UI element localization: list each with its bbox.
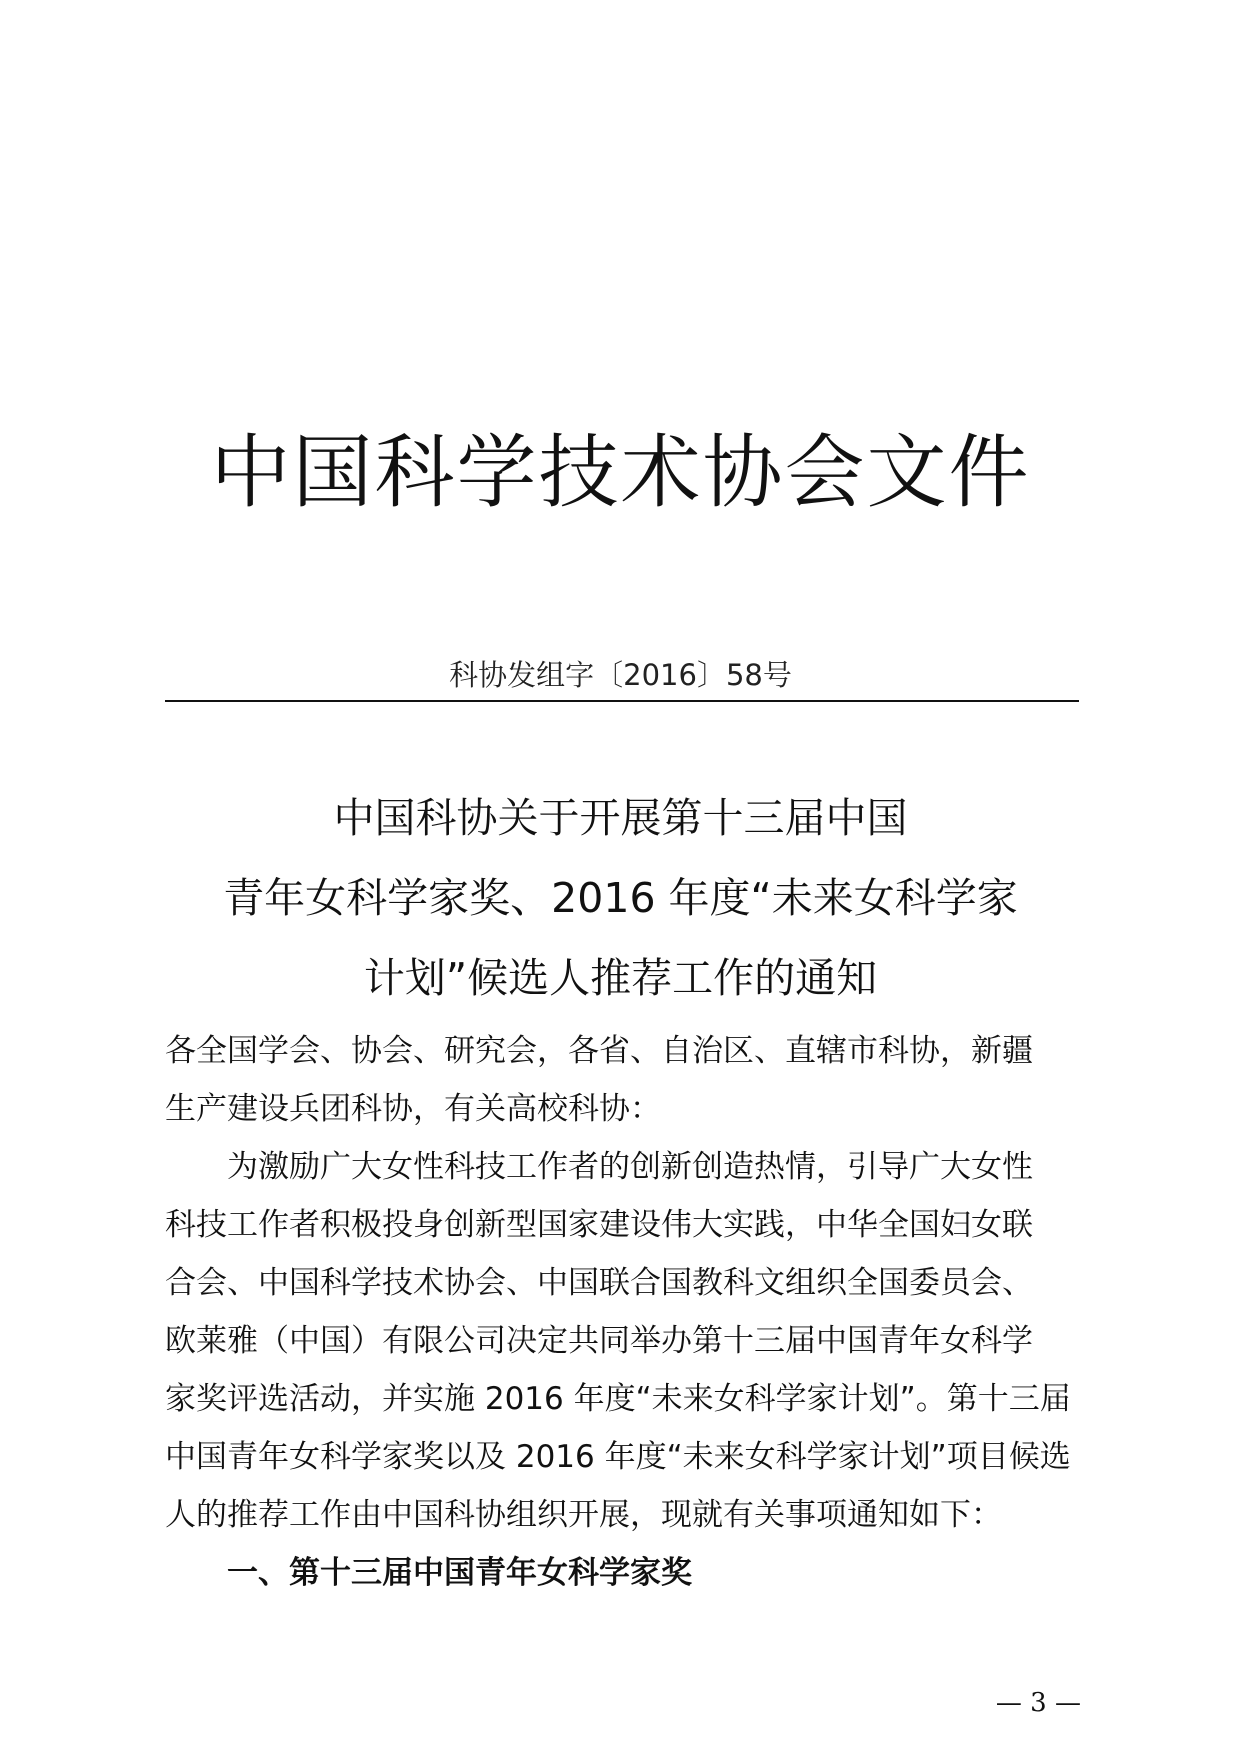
document-header-title: 中国科学技术协会文件 xyxy=(210,426,1031,519)
paragraph-line: 欧莱雅（中国）有限公司决定共同举办第十三届中国青年女科学 xyxy=(165,1323,1033,1359)
section-heading: 一、第十三届中国青年女科学家奖 xyxy=(227,1555,692,1591)
document-number: 科协发组字〔2016〕58号 xyxy=(449,658,792,692)
paragraph-line: 科技工作者积极投身创新型国家建设伟大实践，中华全国妇女联 xyxy=(165,1207,1033,1243)
paragraph-line: 合会、中国科学技术协会、中国联合国教科文组织全国委员会、 xyxy=(165,1265,1033,1301)
paragraph-line: 人的推荐工作由中国科协组织开展，现就有关事项通知如下： xyxy=(165,1497,1002,1533)
notice-title-line: 计划”候选人推荐工作的通知 xyxy=(363,954,878,1002)
notice-title xyxy=(0,778,1241,1018)
page-number: — 3 — xyxy=(995,1688,1081,1718)
paragraph-line: 家奖评选活动，并实施 2016 年度“未来女科学家计划”。第十三届 xyxy=(165,1381,1071,1417)
paragraph-line: 为激励广大女性科技工作者的创新创造热情，引导广大女性 xyxy=(227,1149,1033,1185)
paragraph-line: 中国青年女科学家奖以及 2016 年度“未来女科学家计划”项目候选 xyxy=(165,1439,1071,1475)
notice-title-line: 青年女科学家奖、2016 年度“未来女科学家 xyxy=(223,874,1018,922)
notice-body xyxy=(165,1022,1079,1602)
header-divider-rule xyxy=(165,700,1079,702)
notice-title-line: 中国科协关于开展第十三届中国 xyxy=(333,794,908,842)
addressee-line: 各全国学会、协会、研究会，各省、自治区、直辖市科协，新疆 xyxy=(165,1033,1033,1069)
addressee-line: 生产建设兵团科协，有关高校科协： xyxy=(165,1091,661,1127)
